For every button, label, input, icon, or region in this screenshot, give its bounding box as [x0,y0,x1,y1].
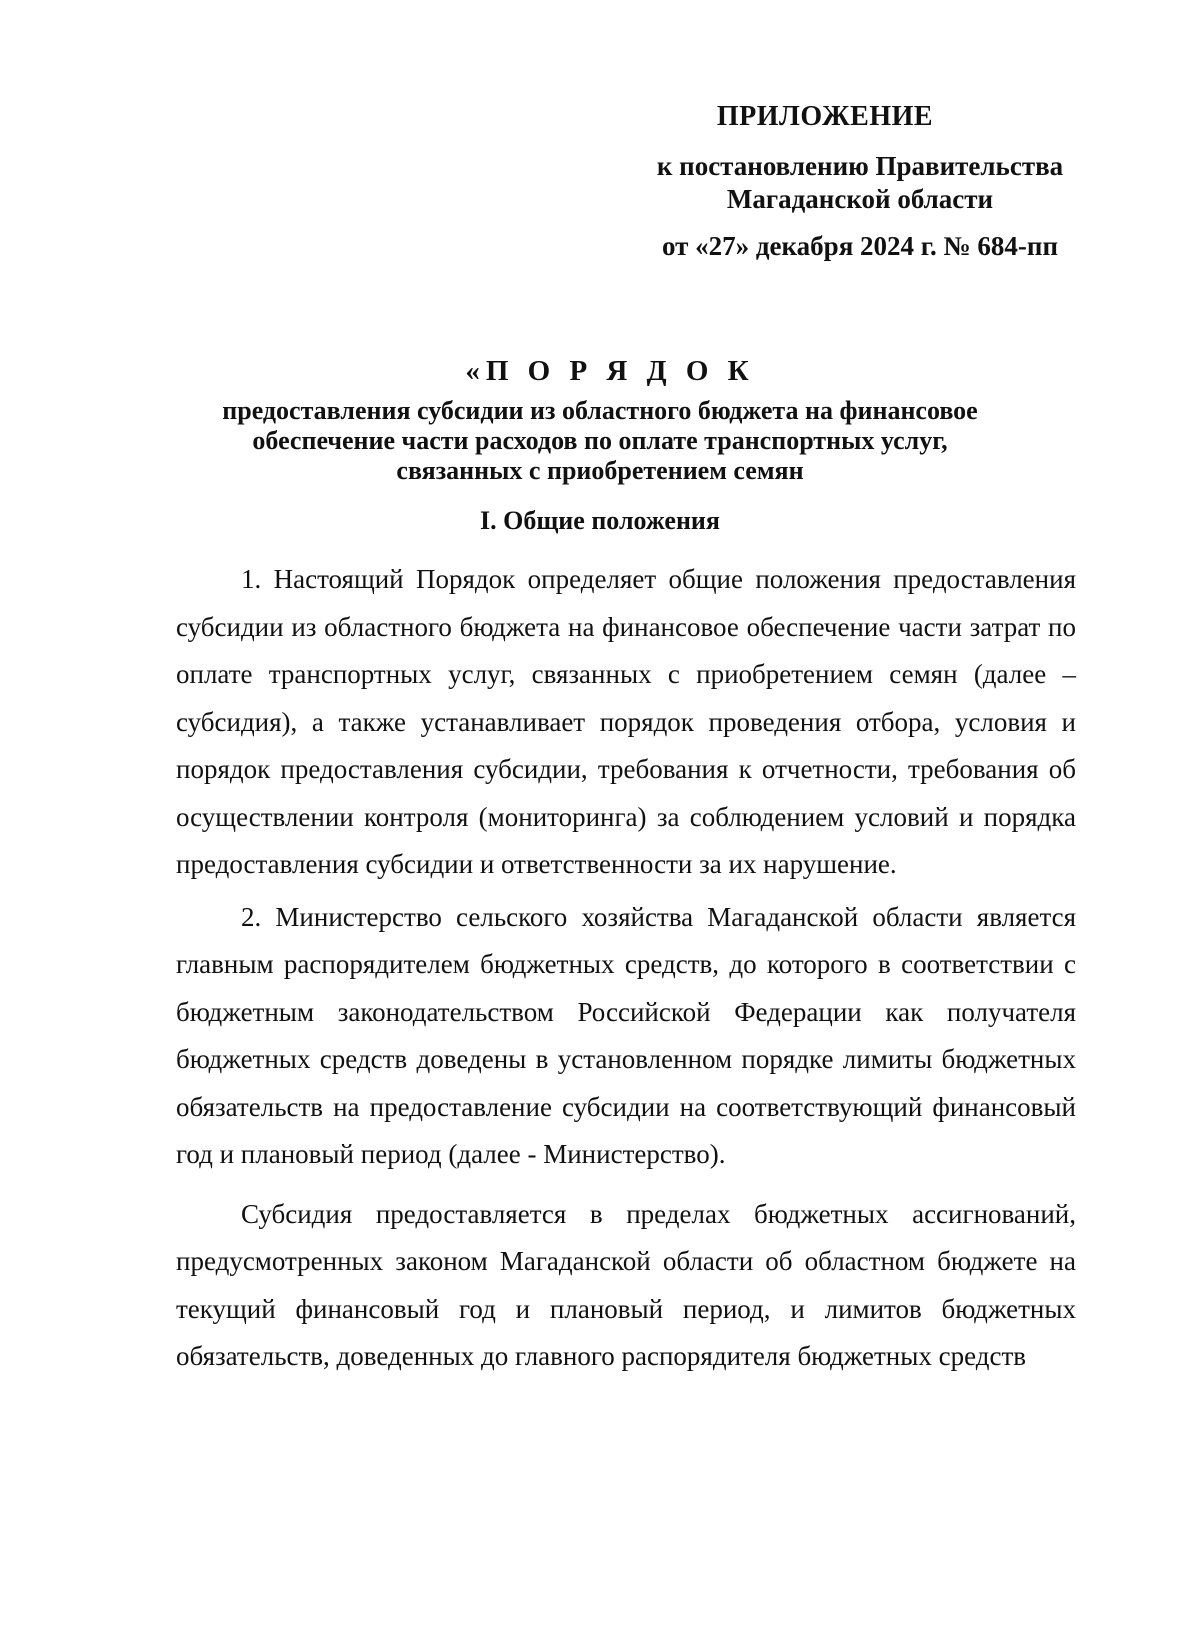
document-subtitle-line-3: связанных с приобретением семян [396,456,804,485]
appendix-block [600,100,1120,263]
paragraph-3: Субсидия предоставляется в пределах бюджетных ассигнований, предусмотренных законом Магаданской области об областном бюджете на текущий финансовый год и плановый период, и лимитов бюджетных обязательств, доведенных до главного распорядителя бюджетных средств [176,1198,1076,1371]
section-title: I. Общие положения [480,506,720,535]
document-subtitle-line-2: обеспечение части расходов по оплате транспортных услуг, [252,426,948,455]
body-text [176,556,1076,1386]
document-subtitle-line-1: предоставления субсидии из областного бюджета на финансовое [222,396,978,425]
document-heading: «П О Р Я Д О К [465,355,755,387]
appendix-date: от «27» декабря 2024 г. № 684-пп [661,231,1059,261]
paragraph-1: 1. Настоящий Порядок определяет общие положения предоставления субсидии из областного бюджета на финансовое обеспечение части затрат по оплате транспортных услуг, связанных с приобретением семян (далее – субсидия), а также устанавливает порядок проведения отбора, условия и порядок предоставления субсидии, требования к отчетности, требования об осуществлении контроля (мониторинга) за соблюдением условий и порядка предоставления субсидии и ответственности за их нарушение. [176,564,1076,879]
appendix-title: ПРИЛОЖЕНИЕ [716,101,934,132]
appendix-line-1: к постановлению Правительства [656,151,1064,181]
appendix-line-2: Магаданской области [726,184,994,214]
paragraph-2: 2. Министерство сельского хозяйства Магаданской области является главным распорядителем бюджетных средств, до которого в соответствии с бюджетным законодательством Российской Федерации как получателя бюджетных средств доведены в установленном порядке лимиты бюджетных обязательств на предоставление субсидии на соответствующий финансовый год и плановый период (далее - Министерство). [176,901,1076,1169]
document-title-block [140,355,1060,486]
